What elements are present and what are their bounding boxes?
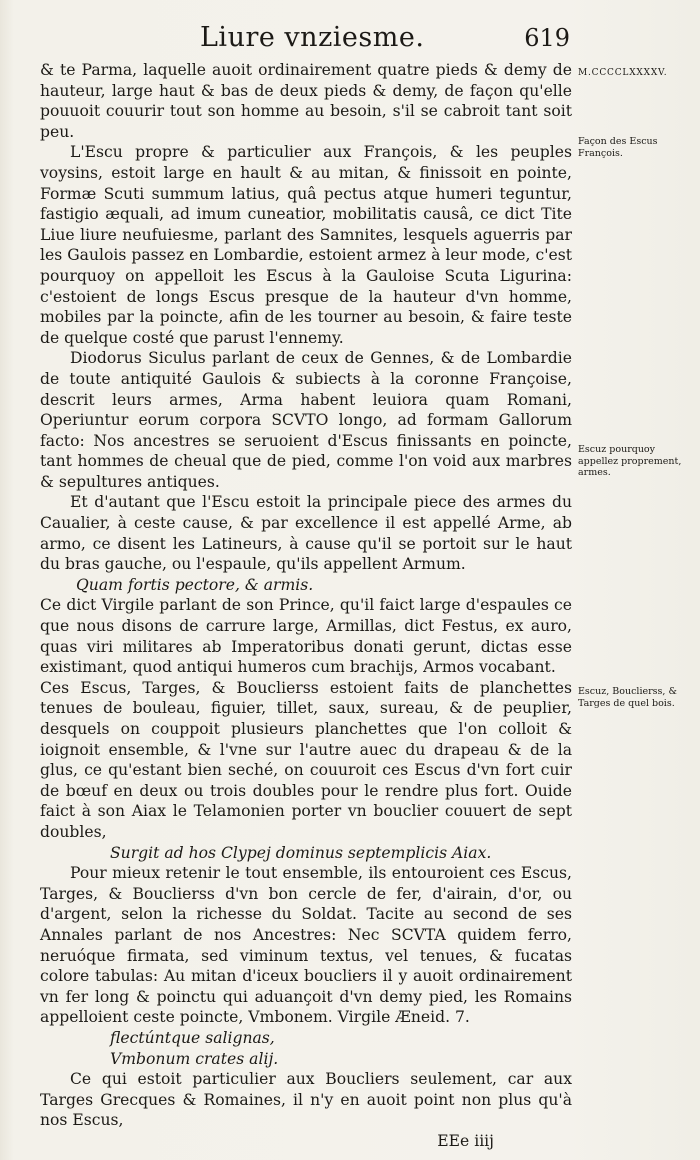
paragraph: Pour mieux retenir le tout ensemble, ils entouroient ces Escus, Targes, & Bouclierss d'vn bon cercle de fer, d'airain, d'or, ou d'argent, selon la richesse du Soldat. Tacite au second de ses Annales parlant de nos Ancestres: Nec SCVTA quidem ferro, neruóque firmata, sed viminum textus, vel tenues, & fucatas colore tabulas: Au mitan d'iceux boucliers il y auoit ordinairement vn fer long & poinctu qui aduançoit d'vn demy pied, les Romains appelloient ceste poincte, Vmbonem. Virgile Æneid. 7. (40, 864, 572, 1027)
margin-note: Escuz, Bouclierss, & Targes de quel bois. (578, 686, 677, 709)
paragraph: Et d'autant que l'Escu estoit la principale piece des armes du Caualier, à ceste cause, & par excellence il est appellé Arme, ab armo, ce disent les Latineurs, à cause qu'il se portoit sur le haut du bras gauche, ou l'espaule, qu'ils appellent Armum. (40, 493, 572, 574)
latin-quotation: Quam fortis pectore, & armis. (76, 575, 314, 594)
margin-date: M.CCCCLXXXXV. (578, 68, 668, 78)
paragraph: Diodorus Siculus parlant de ceux de Gennes, & de Lombardie de toute antiquité Gaulois & subiects à la coronne Françoise, descrit leurs armes, Arma habent leuiora quam Romani, Operiuntur eorum corpora SCVTO longo, ad formam Gallorum facto: Nos ancestres se seruoient d'Escus finissants en poincte, tant hommes de cheual que de pied, comme l'on void aux marbres & sepultures antiques. (40, 349, 572, 491)
latin-quotation: flectúntque salignas, (110, 1028, 275, 1047)
main-text (40, 60, 572, 1151)
margin-note: Escuz pourquoy appellez proprement, armes. (578, 444, 682, 478)
page-header (40, 22, 570, 56)
page-number: 619 (524, 24, 570, 52)
paragraph: L'Escu propre & particulier aux François, & les peuples voysins, estoit large en hault & au mitan, & finissoit en pointe, Formæ Scuti summum latius, quâ pectus atque humeri teguntur, fastigio æquali, ad imum cuneatior, mobilitatis causâ, ce dict Tite Liue liure neufuiesme, parlant des Samnites, lesquels aguerris par les Gaulois passez en Lombardie, estoient armez à leur mode, c'est pourquoy on appelloit les Escus à la Gauloise Scuta Ligurina: c'estoient de longs Escus presque de la hauteur d'vn homme, mobiles par la poincte, afin de les tourner au besoin, & faire teste de quelque costé que parust l'ennemy. (40, 143, 572, 347)
paragraph: & te Parma, laquelle auoit ordinairement quatre pieds & demy de hauteur, large haut & bas de deux pieds & demy, de façon qu'elle pouuoit couurir tout son homme au besoin, s'il se cabroit tant soit peu. (40, 61, 572, 141)
latin-quotation: Vmbonum crates alij. (110, 1049, 279, 1068)
margin-note: Façon des Escus François. (578, 136, 658, 159)
running-title: Liure vnziesme. (200, 22, 425, 53)
paragraph: Ce qui estoit particulier aux Boucliers seulement, car aux Targes Grecques & Romaines, il n'y en auoit point non plus qu'à nos Escus, (40, 1070, 572, 1130)
paragraph: Ce dict Virgile parlant de son Prince, qu'il faict large d'espaules ce que nous disons de carrure large, Armillas, dict Festus, ex auro, quas viri militares ab Imperatoribus donati gerunt, dictas esse existimant, quod antiqui humeros cum brachijs, Armos vocabant. (40, 596, 572, 677)
latin-quotation: Surgit ad hos Clypej dominus septemplicis Aiax. (110, 843, 492, 862)
paragraph: Ces Escus, Targes, & Bouclierss estoient faits de planchettes tenues de bouleau, figuier, tillet, saux, sureau, & de peuplier, desquels on couppoit plusieurs planchettes que l'on colloit & ioignoit ensemble, & l'vne sur l'autre auec du drapeau & de la glus, ce qu'estant bien seché, on couuroit ces Escus d'vn fort cuir de bœuf en deux ou trois doubles pour le rendre plus fort. Ouide faict à son Aiax le Telamonien porter vn bouclier couuert de sept doubles, (40, 678, 572, 841)
signature-mark: EEe iiij (437, 1131, 494, 1150)
